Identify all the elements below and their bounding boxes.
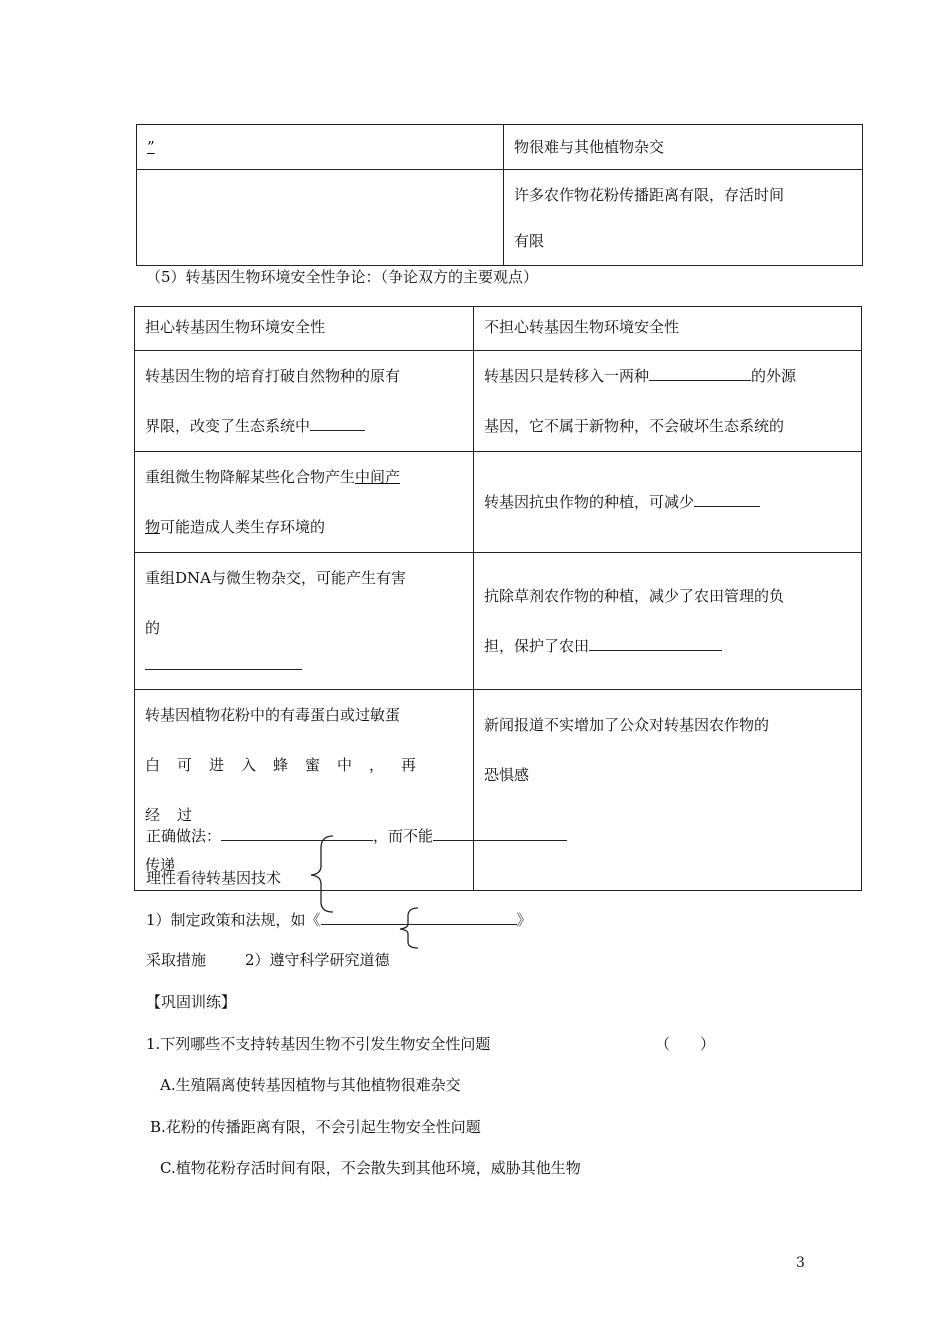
cell-text: 转基因植物花粉中的有毒蛋白或过敏蛋: [145, 706, 401, 724]
controversy-table: [134, 306, 862, 891]
cell-text: 担，保护了农田: [484, 637, 590, 655]
row3-right: [474, 553, 862, 690]
question-1-stem: 1.下列哪些不支持转基因生物不引发生物安全性问题: [146, 1035, 491, 1053]
underlined-text: 物: [145, 518, 161, 536]
cell-text: 转基因生物的培育打破自然物种的原有: [145, 367, 401, 385]
cell-text: 界限，改变了生态系统中: [145, 417, 311, 435]
fill-blank: [649, 364, 751, 381]
cell-text: 新闻报道不实增加了公众对转基因农作物的: [484, 716, 770, 734]
header-not-worried: [474, 307, 862, 351]
cell-text: 基因，它不属于新物种，不会破坏生态系统的: [484, 417, 785, 435]
cell-r2-left: [137, 170, 504, 266]
section-5-heading: （5）转基因生物环境安全性争论：（争论双方的主要观点）: [146, 268, 539, 286]
option-b: B.花粉的传播距离有限，不会引起生物安全性问题: [150, 1118, 481, 1136]
cell-r2-right: [504, 170, 863, 266]
cell-text: 可能造成人类生存环境的: [160, 518, 326, 536]
correct-method-line: [146, 824, 567, 848]
row4-left: [135, 690, 474, 891]
row2-left: [135, 452, 474, 553]
cell-text: 许多农作物花粉传播距离有限，存活时间: [514, 186, 785, 204]
measure-1-line: [146, 908, 532, 932]
cell-text: 重组微生物降解某些化合物产生: [145, 468, 356, 486]
label-text: 正确做法：: [146, 827, 222, 845]
underlined-text: 中间产: [355, 468, 401, 486]
measures-label: 采取措施: [146, 951, 207, 969]
cell-r1-left: [137, 125, 504, 170]
cell-text: 的外源: [751, 367, 797, 385]
row1-left: [135, 351, 474, 452]
cell-text: 重组DNA与微生物杂交，可能产生有害: [145, 569, 406, 587]
header-text: 担心转基因生物环境安全性: [145, 318, 326, 336]
fill-blank: [433, 824, 567, 841]
header-text: 不担心转基因生物环境安全性: [484, 318, 680, 336]
row2-right: [474, 452, 862, 553]
cell-text: 的: [145, 619, 161, 637]
cell-text: 抗除草剂农作物的种植，减少了农田管理的负: [484, 587, 785, 605]
continuation-table: [136, 124, 863, 266]
page-number: 3: [796, 1255, 805, 1271]
label-text: 1）制定政策和法规，如《: [146, 911, 321, 929]
label-text: 》: [516, 911, 532, 929]
consolidation-title: 【巩固训练】: [146, 993, 237, 1011]
cell-text: 物很难与其他植物杂交: [514, 138, 665, 156]
row1-right: [474, 351, 862, 452]
cell-text: 白可进入蜂蜜中，再经过: [145, 756, 434, 824]
cell-text: 传递: [145, 856, 176, 874]
cell-r1-right: [504, 125, 863, 170]
header-worried: [135, 307, 474, 351]
fill-blank: [589, 634, 722, 651]
quote-mark: ”: [147, 138, 155, 156]
option-a: A.生殖隔离使转基因植物与其他植物很难杂交: [160, 1076, 461, 1094]
rational-view-label: 理性看待转基因技术: [146, 869, 282, 887]
brace-2: [394, 906, 424, 950]
measure-2: 2）遵守科学研究道德: [245, 951, 390, 969]
cell-text: 恐惧感: [484, 766, 530, 784]
row3-left: [135, 553, 474, 690]
fill-blank: [145, 653, 302, 670]
option-c: C.植物花粉存活时间有限，不会散失到其他环境，威胁其他生物: [160, 1159, 581, 1177]
fill-blank: [310, 414, 365, 431]
cell-text: 转基因抗虫作物的种植，可减少: [484, 493, 695, 511]
row4-right: [474, 690, 862, 891]
brace-1: [305, 834, 339, 914]
answer-parens: （ ）: [655, 1035, 716, 1053]
fill-blank: [694, 490, 760, 507]
fill-blank: [221, 824, 373, 841]
label-text: ，而不能: [373, 827, 434, 845]
cell-text: 转基因只是转移入一两种: [484, 367, 650, 385]
cell-text: 有限: [514, 232, 545, 250]
